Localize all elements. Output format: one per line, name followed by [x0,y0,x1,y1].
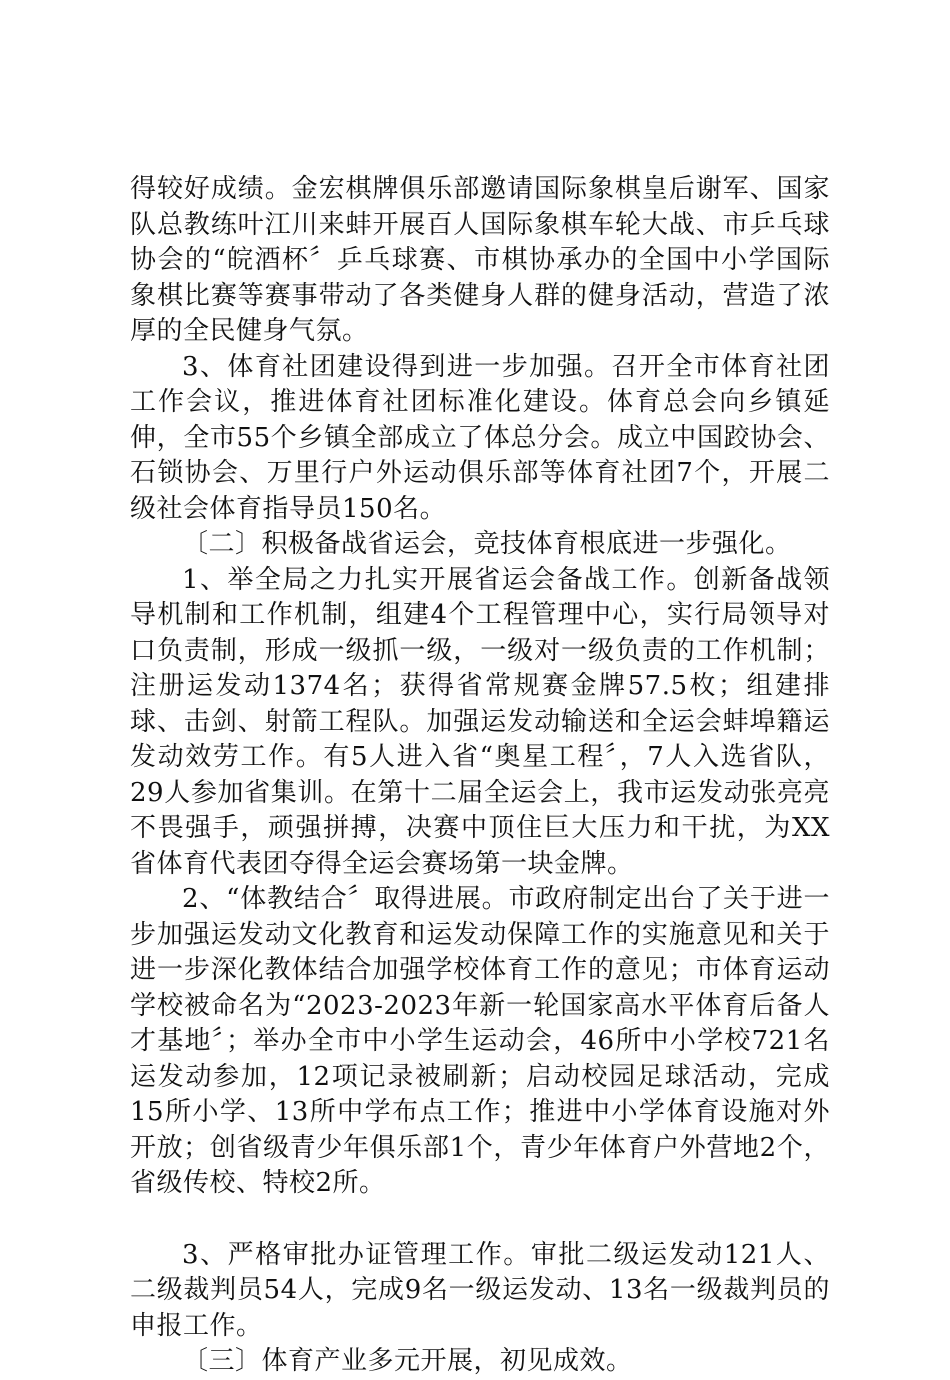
paragraph-fitness-events: 得较好成绩。金宏棋牌俱乐部邀请国际象棋皇后谢军、国家队总教练叶江川来蚌开展百人国际象棋车轮大战、市乒乓球协会的“皖酒杯〞乒乓球赛、市棋协承办的全国中小学国际象棋比赛等赛事带动了各类健身人群的健身活动，营造了浓厚的全民健身气氛。 [130,174,830,346]
section-heading-competitive-sports: 〔二〕积极备战省运会，竞技体育根底进一步强化。 [182,529,792,559]
paragraph-provincial-games-preparation: 1、举全局之力扎实开展省运会备战工作。创新备战领导机制和工作机制，组建4个工程管理中心，实行局领导对口负责制，形成一级抓一级，一级对一级负责的工作机制；注册运发动1374名；获得省常规赛金牌57.5枚；组建排球、击剑、射箭工程队。加强运发动输送和全运会蚌埠籍运发动效劳工作。有5人进入省“奥星工程〞，7人入选省队，29人参加省集训。在第十二届全运会上，我市运发动张亮亮不畏强手，顽强拼搏，决赛中顶住巨大压力和干扰，为XX省体育代表团夺得全运会赛场第一块金牌。 [130,564,830,879]
document-body [130,172,830,1380]
paragraph-sports-education-integration: 2、“体教结合〞取得进展。市政府制定出台了关于进一步加强运发动文化教育和运发动保障工作的实施意见和关于进一步深化教体结合加强学校体育工作的意见；市体育运动学校被命名为“2023-2023年新一轮国家高水平体育后备人才基地〞；举办全市中小学生运动会，46所中小学校721名运发动参加，12项记录被刷新；启动校园足球活动，完成15所小学、13所中学布点工作；推进中小学体育设施对外开放；创省级青少年俱乐部1个，青少年体育户外营地2个，省级传校、特校2所。 [130,884,830,1198]
section-heading-sports-industry: 〔三〕体育产业多元开展，初见成效。 [182,1346,633,1376]
paragraph-approval-management: 3、严格审批办证管理工作。审批二级运发动121人、二级裁判员54人，完成9名一级运发动、13名一级裁判员的申报工作。 [130,1239,830,1341]
paragraph-sports-associations: 3、体育社团建设得到进一步加强。召开全市体育社团工作会议，推进体育社团标准化建设。体育总会向乡镇延伸，全市55个乡镇全部成立了体总分会。成立中国跤协会、石锁协会、万里行户外运动俱乐部等体育社团7个，开展二级社会体育指导员150名。 [130,351,830,524]
